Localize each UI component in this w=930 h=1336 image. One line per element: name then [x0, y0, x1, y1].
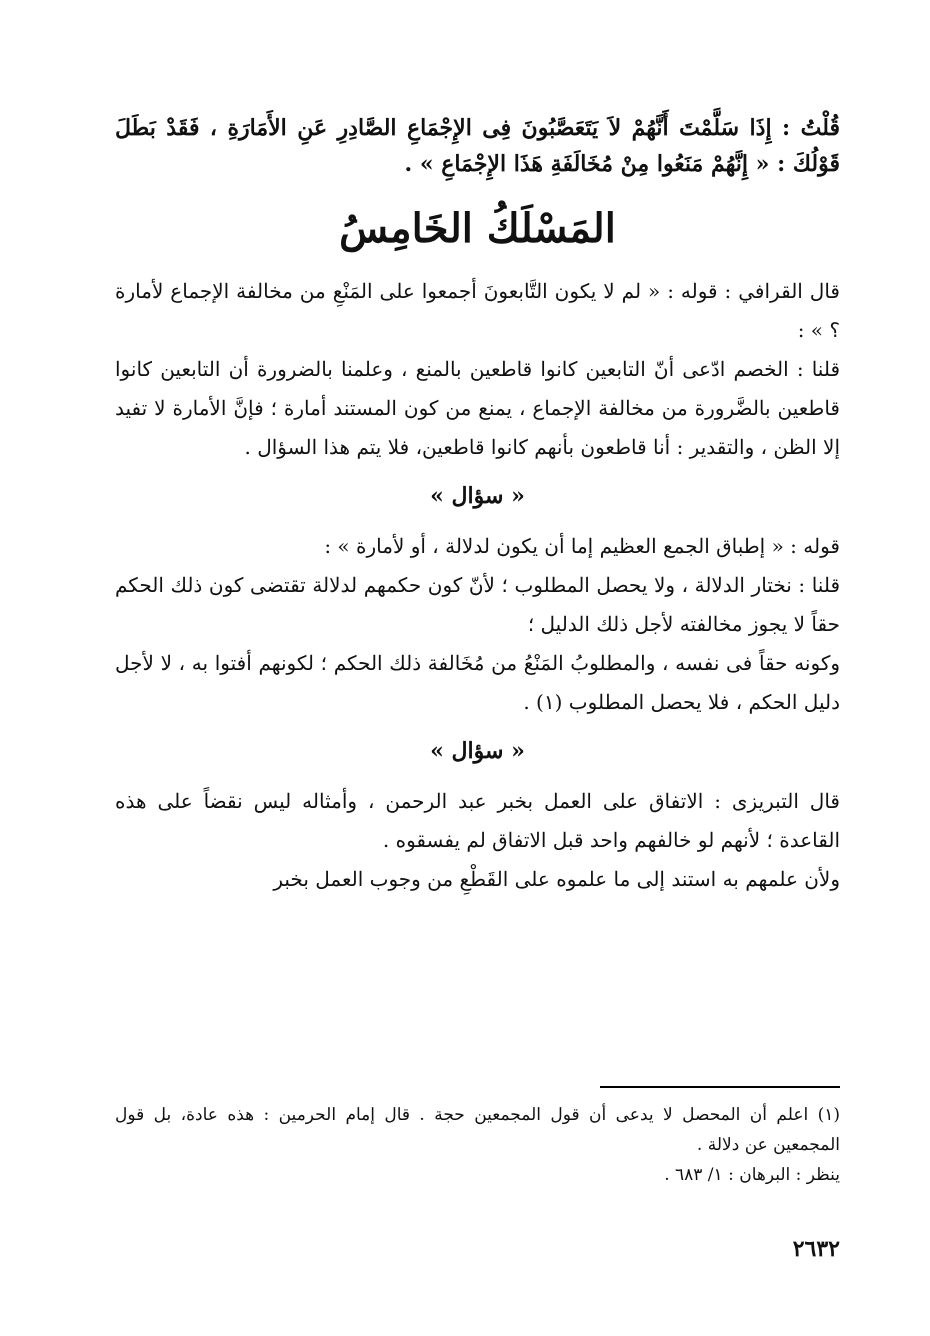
paragraph-wa-li-anna: ولأن علمهم به استند إلى ما علموه على القَطْعِ من وجوب العمل بخبر [273, 867, 840, 891]
opening-paragraph: قُلْتُ : إِذَا سَلَّمْتَ أَنَّهُمْ لاَ يَتَعَصَّبُونَ فِى الإِجْمَاعِ الصَّادِرِ عَنِ الأَمَارَةِ ، فَقَدْ بَطَلَ قَوْلُكَ : « إِنَّهُمْ مَنَعُوا مِنْ مُخَالَفَةِ هَذَا الإِجْمَاعِ » . [115, 115, 840, 177]
footnotes [115, 1100, 840, 1190]
footnote-1: (١) اعلم أن المحصل لا يدعى أن قول المجمعين حجة . قال إمام الحرمين : هذه عادة، بل قول المجمعين عن دلالة . [115, 1105, 840, 1155]
paragraph-qulna-2: قلنا : نختار الدلالة ، ولا يحصل المطلوب ؛ لأنّ كون حكمهم لدلالة تقتضى كون ذلك الحكم حقاً لا يجوز مخالفته لأجل ذلك الدليل ؛ [115, 573, 840, 636]
body-section-a [115, 272, 840, 467]
paragraph-qulna-1: قلنا : الخصم ادّعى أنّ التابعين كانوا قاطعين بالمنع ، وعلمنا بالضرورة أن التابعين كانوا قاطعين بالضَّرورة من مخالفة الإجماع ، يمنع من كون المستند أمارة ؛ فإنَّ الأمارة لا تفيد إلا الظن ، والتقدير : أنا قاطعون بأنهم كانوا قاطعين، فلا يتم هذا السؤال . [115, 357, 841, 459]
section-heading: المَسْلَكُ الخَامِسُ [339, 205, 616, 252]
page-number: ٢٦٣٢ [792, 1236, 840, 1262]
paragraph-qarafi: قال القرافي : قوله : « لم لا يكون التَّابعونَ أجمعوا على المَنْعِ من مخالفة الإجماع لأمارة ؟ » : [115, 279, 840, 342]
body-section-b [115, 527, 840, 722]
paragraph-qawluhu: قوله : « إطباق الجمع العظيم إما أن يكون لدلالة ، أو لأمارة » : [324, 534, 840, 558]
document-page [115, 100, 840, 1270]
body-section-c [115, 782, 840, 899]
footnote-divider [600, 1086, 840, 1088]
question-heading-1: « سؤال » [430, 483, 525, 509]
paragraph-wa-kawnuhu: وكونه حقاً فى نفسه ، والمطلوبُ المَنْعُ من مُخَالفة ذلك الحكم ؛ لكونهم أفتوا به ، لا لأجل دليل الحكم ، فلا يحصل المطلوب (١) . [115, 651, 840, 714]
paragraph-tabrizi: قال التبريزى : الاتفاق على العمل بخبر عبد الرحمن ، وأمثاله ليس نقضاً على هذه القاعدة ؛ لأنهم لو خالفهم واحد قبل الاتفاق لم يفسقوه . [115, 789, 840, 852]
question-heading-2: « سؤال » [430, 738, 525, 764]
footnote-reference: ينظر : البرهان : ١/ ٦٨٣ . [664, 1165, 840, 1185]
